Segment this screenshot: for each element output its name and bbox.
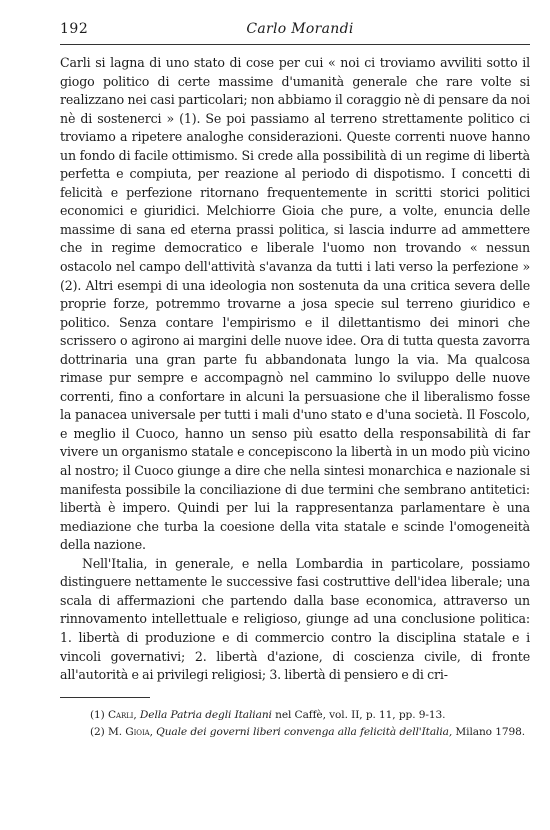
page-number: 192 bbox=[60, 21, 89, 37]
footnote-rest: Milano 1798. bbox=[455, 726, 526, 738]
footnote: (1) Carli, Della Patria degli Italiani nel Caffè, vol. II, p. 11, pp. 9-13. bbox=[90, 709, 446, 721]
header-rule bbox=[60, 44, 530, 45]
footnote-marker: (2) bbox=[90, 726, 105, 738]
footnotes bbox=[60, 707, 530, 741]
paragraph: Carli si lagna di uno stato di cose per cui « noi ci troviamo avviliti sotto il giogo politico di certe massime d'umanità generale che rare volte si realizzano nei casi particolari; non abbiamo il coraggio nè di pensare da noi nè di sostenerci » (1). Se poi passiamo al terreno strettamente politico ci troviamo a ripetere analoghe considerazioni. Queste correnti nuove hanno un fondo di facile ottimismo. Si crede alla possibilità di un regime di libertà perfetta e compiuta, per reazione al periodo di dispotismo. I concetti di felicità e perfezione ritornano frequentemente in scritti storici politici economici e giuridici. Melchiorre Gioia che pure, a volte, enuncia delle massime di sana ed eterna prassi politica, si lascia indurre ad ammettere che in regime democratico e liberale l'uomo non trovando « nessun ostacolo nel campo dell'attività s'avanza da tutti i lati verso la perfezione » (2). Altri esempi di una ideologia non sostenuta da una critica severa delle proprie forze, potremmo trovarne a josa specie sul terreno giuridico e politico. Senza contare l'empirismo e il dilettantismo dei minori che scrissero o agirono ai margini delle nuove idee. Ora di tutta questa zavorra dottrinaria una gran parte fu abbandonata lungo la via. Ma qualcosa rimase pur sempre e accompagnò nel cammino lo sviluppo delle nuove correnti, fino a confortare in alcuni la persuasione che il liberalismo fosse la panacea universale per tutti i mali d'uno stato e d'una società. Il Foscolo, e meglio il Cuoco, hanno un senso più esatto della responsabilità di far vivere un organismo statale e concepiscono la libertà in un modo più vicino al nostro; il Cuoco giunge a dire che nella sintesi monarchica e nazionale si manifesta possibile la conciliazione di due termini che sembrano antitetici: libertà è impero. Quindi per lui la rappresentanza parlamentare è una mediazione che turba la coesione della vita statale e scinde l'omogeneità della nazione. bbox=[60, 55, 530, 553]
paragraph: Nell'Italia, in generale, e nella Lombardia in particolare, possiamo distinguere nettamente le successive fasi costruttive dell'idea liberale; una scala di affermazioni che partendo dalla base economica, attraverso un rinnovamento intellettuale e religioso, giunge ad una conclusione politica: 1. libertà di produzione e di commercio contro la disciplina statale e i vincoli governativi; 2. libertà d'azione, di coscienza civile, di fronte all'autorità e ai privilegi religiosi; 3. libertà di pensiero e di cri- bbox=[60, 555, 530, 683]
running-head: Carlo Morandi bbox=[246, 21, 354, 37]
footnote-author: Carli bbox=[108, 709, 134, 721]
footnote bbox=[60, 724, 530, 741]
footnote-rest: nel Caffè, vol. II, p. 11, pp. 9-13. bbox=[275, 709, 446, 721]
page-header bbox=[60, 21, 540, 41]
footnote-marker: (1) bbox=[90, 709, 105, 721]
footnote-title: Quale dei governi liberi convenga alla felicità dell'Italia, bbox=[156, 726, 453, 738]
footnote-rule bbox=[60, 697, 150, 698]
footnote-author: M. Gioia, bbox=[108, 726, 153, 738]
footnote-title: Della Patria degli Italiani bbox=[139, 709, 272, 721]
body-text bbox=[60, 54, 530, 685]
